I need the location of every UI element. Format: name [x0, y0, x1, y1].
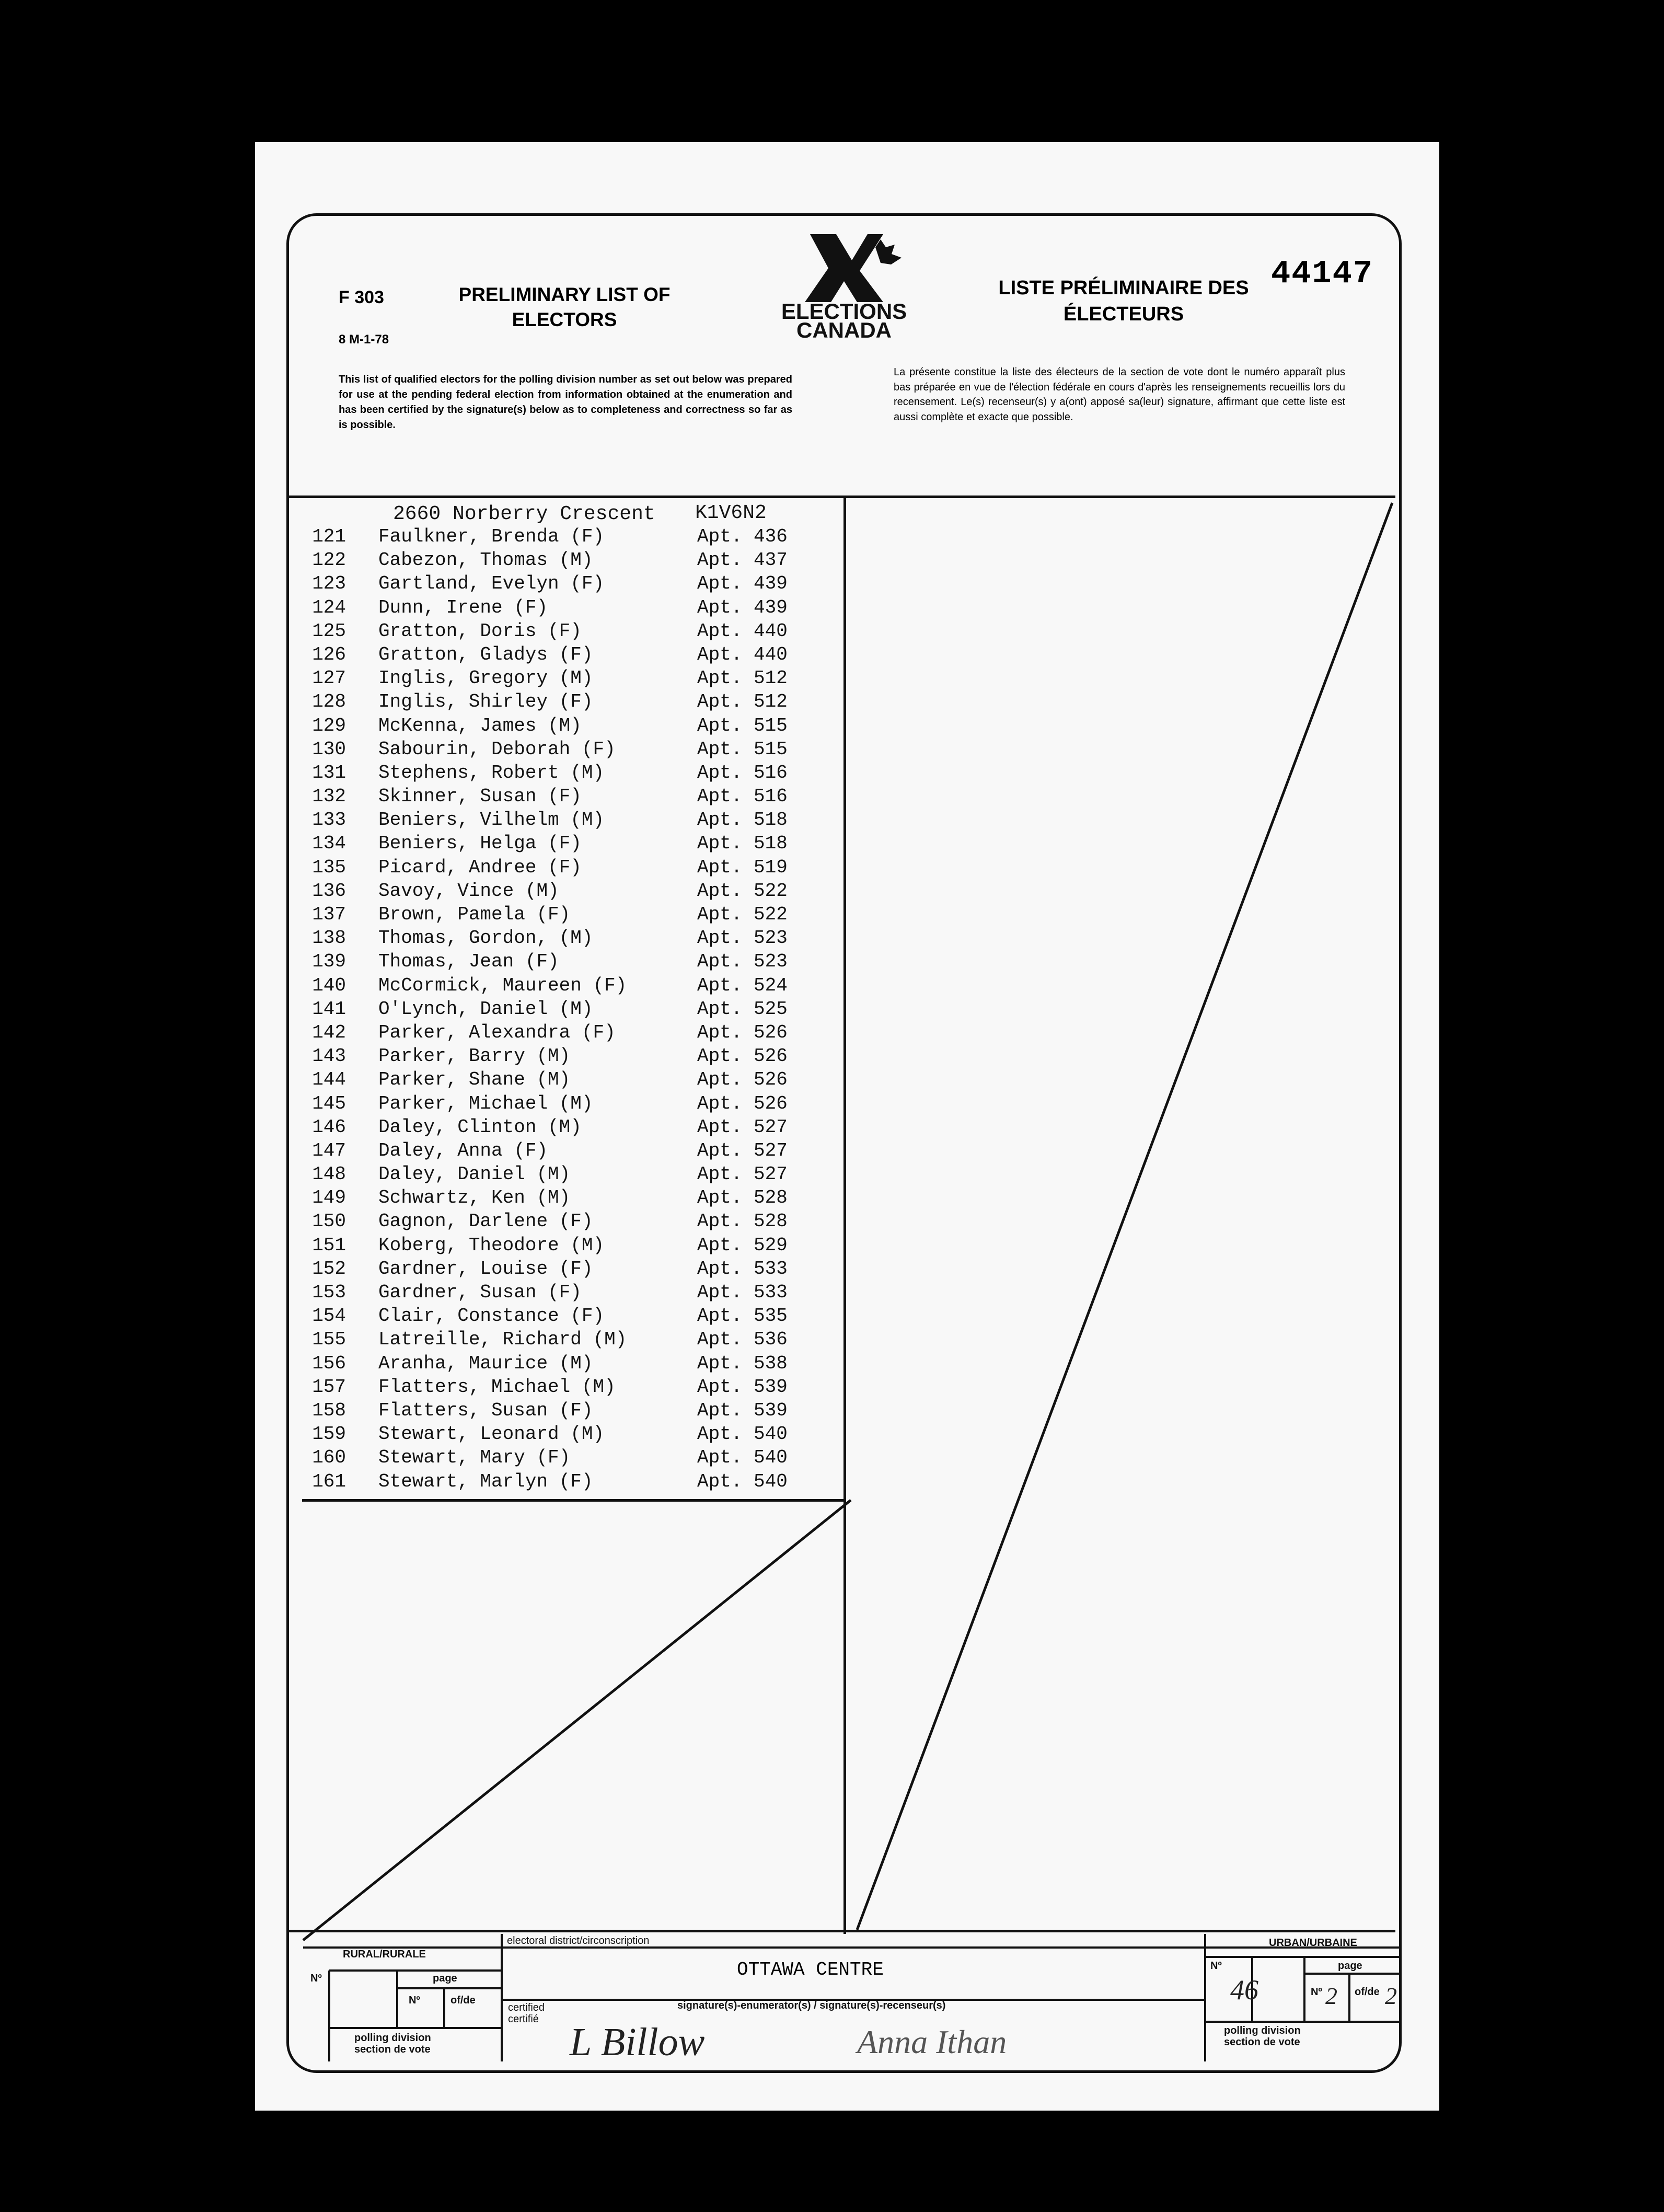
elector-number: 128: [312, 691, 346, 713]
elector-apartment: Apt. 522: [697, 904, 788, 925]
elector-number: 149: [312, 1187, 346, 1209]
elector-apartment: Apt. 526: [697, 1092, 788, 1114]
elector-number: 144: [312, 1069, 346, 1091]
elector-apartment: Apt. 515: [697, 738, 788, 760]
rural-label: RURAL/RURALE: [343, 1949, 426, 1960]
elector-apartment: Apt. 518: [697, 833, 788, 855]
elector-number: 130: [312, 738, 346, 760]
elector-apartment: Apt. 527: [697, 1116, 788, 1138]
elector-number: 140: [312, 974, 346, 996]
elector-name: McKenna, James (M): [378, 715, 582, 736]
elector-name: Picard, Andree (F): [378, 856, 582, 878]
serial-number: 44147: [1271, 255, 1374, 292]
elector-apartment: Apt. 528: [697, 1187, 788, 1209]
elector-name: Gratton, Doris (F): [378, 620, 582, 642]
elector-number: 123: [312, 573, 346, 595]
elector-apartment: Apt. 516: [697, 786, 788, 808]
elector-apartment: Apt. 528: [697, 1211, 788, 1232]
elector-number: 155: [312, 1329, 346, 1351]
elector-number: 137: [312, 904, 346, 925]
rural-no-label: Nº: [310, 1973, 322, 1984]
elector-apartment: Apt. 533: [697, 1258, 788, 1280]
elector-name: Inglis, Gregory (M): [378, 667, 593, 689]
certified-label-en: certified: [508, 2002, 545, 2013]
elector-name: Schwartz, Ken (M): [378, 1187, 571, 1209]
elector-name: Latreille, Richard (M): [378, 1329, 627, 1351]
elector-name: Daley, Clinton (M): [378, 1116, 582, 1138]
elector-apartment: Apt. 512: [697, 691, 788, 713]
rural-of-label: of/de: [450, 1995, 476, 2006]
urban-no-label: Nº: [1210, 1960, 1222, 1972]
elector-number: 159: [312, 1423, 346, 1445]
urban-of-label: of/de: [1355, 1986, 1380, 1998]
form-date: 8 M-1-78: [339, 332, 389, 347]
elector-number: 148: [312, 1163, 346, 1185]
elector-apartment: Apt. 516: [697, 762, 788, 784]
elector-name: Beniers, Vilhelm (M): [378, 809, 605, 831]
intro-text-en: This list of qualified electors for the polling division number as set out below was prepared for use at the pending federal election from information obtained at the enumeration and has been certified by the signature(s) below as to completeness and correctness so far as is possible.: [339, 374, 792, 431]
postal-code: K1V6N2: [695, 502, 767, 524]
elector-number: 133: [312, 809, 346, 831]
elector-apartment: Apt. 540: [697, 1470, 788, 1492]
elector-name: Gardner, Susan (F): [378, 1282, 582, 1303]
elector-number: 156: [312, 1352, 346, 1374]
elector-apartment: Apt. 525: [697, 998, 788, 1020]
elector-apartment: Apt. 524: [697, 974, 788, 996]
elector-number: 126: [312, 643, 346, 665]
rural-page-no-label: Nº: [409, 1995, 420, 2006]
elector-number: 154: [312, 1305, 346, 1327]
title-fr: LISTE PRÉLIMINAIRE DES ÉLECTEURS: [998, 277, 1249, 325]
district-label: electoral district/circonscription: [507, 1935, 650, 1946]
elector-apartment: Apt. 437: [697, 549, 788, 571]
elector-apartment: Apt. 526: [697, 1069, 788, 1091]
elector-apartment: Apt. 439: [697, 573, 788, 595]
elector-name: Sabourin, Deborah (F): [378, 738, 616, 760]
rural-polling-label-1: polling division: [354, 2032, 431, 2044]
elector-apartment: Apt. 440: [697, 620, 788, 642]
elector-name: Gardner, Louise (F): [378, 1258, 593, 1280]
elector-apartment: Apt. 523: [697, 951, 788, 973]
district-value: OTTAWA CENTRE: [737, 1959, 884, 1980]
elector-number: 138: [312, 927, 346, 949]
page-number: 2: [1325, 1983, 1337, 2009]
urban-polling-label-2: section de vote: [1224, 2036, 1300, 2048]
elector-name: Daley, Daniel (M): [378, 1163, 571, 1185]
elector-name: Gagnon, Darlene (F): [378, 1211, 593, 1232]
urban-page-no-label: Nº: [1311, 1986, 1322, 1998]
elector-number: 134: [312, 833, 346, 855]
intro-text-fr: La présente constitue la liste des électeurs de la section de vote dont le numéro apparaît plus bas préparée en vue de l'élection fédérale en cours d'après les renseignements recueillis lors du recensement. Le(s) recenseur(s) y a(ont) apposé sa(leur) signature, affirmant que cette liste est aussi complète et exacte que possible.: [894, 366, 1345, 423]
elector-apartment: Apt. 515: [697, 715, 788, 736]
elector-apartment: Apt. 535: [697, 1305, 788, 1327]
elector-name: Thomas, Gordon, (M): [378, 927, 593, 949]
elector-name: Flatters, Susan (F): [378, 1399, 593, 1421]
elector-name: Daley, Anna (F): [378, 1139, 548, 1161]
elector-apartment: Apt. 439: [697, 596, 788, 618]
elector-number: 147: [312, 1139, 346, 1161]
elector-name: Aranha, Maurice (M): [378, 1352, 593, 1374]
elector-name: McCormick, Maureen (F): [378, 974, 627, 996]
elector-number: 125: [312, 620, 346, 642]
elector-number: 131: [312, 762, 346, 784]
elector-number: 122: [312, 549, 346, 571]
enumerator-signature-2: Anna Ithan: [857, 2023, 1007, 2060]
enumerator-signature-1: L Billow: [570, 2020, 705, 2064]
elector-apartment: Apt. 526: [697, 1021, 788, 1043]
elector-name: Savoy, Vince (M): [378, 880, 559, 902]
urban-label: URBAN/URBAINE: [1269, 1937, 1357, 1949]
elector-apartment: Apt. 436: [697, 526, 788, 547]
elector-apartment: Apt. 536: [697, 1329, 788, 1351]
elector-number: 161: [312, 1470, 346, 1492]
elector-number: 132: [312, 786, 346, 808]
elector-name: Stewart, Marlyn (F): [378, 1470, 593, 1492]
title-en: PRELIMINARY LIST OF ELECTORS: [458, 284, 671, 330]
elector-name: Koberg, Theodore (M): [378, 1234, 605, 1256]
elector-name: Dunn, Irene (F): [378, 596, 548, 618]
elector-apartment: Apt. 540: [697, 1447, 788, 1469]
elector-name: Skinner, Susan (F): [378, 786, 582, 808]
elector-apartment: Apt. 539: [697, 1399, 788, 1421]
elector-number: 153: [312, 1282, 346, 1303]
elector-apartment: Apt. 440: [697, 643, 788, 665]
elector-name: Parker, Michael (M): [378, 1092, 593, 1114]
elector-name: Stephens, Robert (M): [378, 762, 605, 784]
elector-apartment: Apt. 527: [697, 1163, 788, 1185]
signature-label: signature(s)-enumerator(s) / signature(s)-recenseur(s): [677, 2000, 946, 2011]
elector-apartment: Apt. 522: [697, 880, 788, 902]
elector-name: Faulkner, Brenda (F): [378, 526, 605, 547]
street-address: 2660 Norberry Crescent: [393, 503, 655, 525]
rural-polling-label-2: section de vote: [354, 2044, 431, 2055]
elector-number: 146: [312, 1116, 346, 1138]
elector-apartment: Apt. 527: [697, 1139, 788, 1161]
elector-apartment: Apt. 519: [697, 856, 788, 878]
elector-number: 121: [312, 526, 346, 547]
elector-name: Flatters, Michael (M): [378, 1376, 616, 1398]
elector-apartment: Apt. 538: [697, 1352, 788, 1374]
elector-number: 135: [312, 856, 346, 878]
elector-number: 143: [312, 1045, 346, 1067]
urban-page-label: page: [1338, 1960, 1362, 1972]
elector-name: Gartland, Evelyn (F): [378, 573, 605, 595]
form-code: F 303: [339, 287, 384, 307]
elector-number: 151: [312, 1234, 346, 1256]
elector-name: Parker, Alexandra (F): [378, 1021, 616, 1043]
elector-apartment: Apt. 529: [697, 1234, 788, 1256]
elector-number: 158: [312, 1399, 346, 1421]
certified-label-fr: certifié: [508, 2013, 539, 2025]
elector-number: 141: [312, 998, 346, 1020]
elector-name: Clair, Constance (F): [378, 1305, 605, 1327]
elector-number: 150: [312, 1211, 346, 1232]
elector-apartment: Apt. 518: [697, 809, 788, 831]
logo-text-canada: CANADA: [796, 318, 892, 342]
page-total: 2: [1385, 1983, 1397, 2009]
elector-apartment: Apt. 540: [697, 1423, 788, 1445]
elector-apartment: Apt. 539: [697, 1376, 788, 1398]
elector-apartment: Apt. 523: [697, 927, 788, 949]
elector-number: 129: [312, 715, 346, 736]
elector-name: Parker, Barry (M): [378, 1045, 571, 1067]
elector-number: 124: [312, 596, 346, 618]
elector-name: Stewart, Leonard (M): [378, 1423, 605, 1445]
elector-name: Cabezon, Thomas (M): [378, 549, 593, 571]
elector-name: Thomas, Jean (F): [378, 951, 559, 973]
logo-text-elections: ELECTIONS: [781, 299, 907, 324]
elector-name: Inglis, Shirley (F): [378, 691, 593, 713]
elector-number: 127: [312, 667, 346, 689]
elector-name: Beniers, Helga (F): [378, 833, 582, 855]
elector-number: 142: [312, 1021, 346, 1043]
elector-number: 157: [312, 1376, 346, 1398]
elector-name: Parker, Shane (M): [378, 1069, 571, 1091]
elector-number: 136: [312, 880, 346, 902]
elector-number: 152: [312, 1258, 346, 1280]
elector-number: 139: [312, 951, 346, 973]
elector-apartment: Apt. 533: [697, 1282, 788, 1303]
elector-apartment: Apt. 526: [697, 1045, 788, 1067]
elector-number: 160: [312, 1447, 346, 1469]
elector-number: 145: [312, 1092, 346, 1114]
elector-name: Gratton, Gladys (F): [378, 643, 593, 665]
elector-name: O'Lynch, Daniel (M): [378, 998, 593, 1020]
elector-name: Stewart, Mary (F): [378, 1447, 571, 1469]
urban-polling-label-1: polling division: [1224, 2025, 1301, 2036]
rural-page-label: page: [433, 1973, 457, 1984]
elector-name: Brown, Pamela (F): [378, 904, 571, 925]
polling-division-number: 46: [1230, 1974, 1258, 2006]
elector-apartment: Apt. 512: [697, 667, 788, 689]
